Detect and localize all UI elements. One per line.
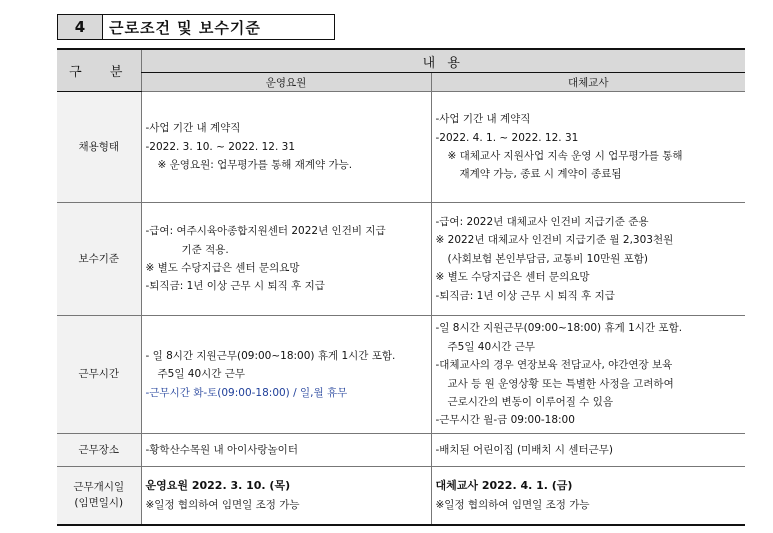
text-line: -황학산수목원 내 아이사랑놀이터 [145,443,298,456]
text-line: -사업 기간 내 계약직 [145,122,241,135]
start-substitute-cell [431,467,745,525]
place-staff-cell [141,434,431,467]
text-line: 근로시간의 변동이 이루어질 수 있음 [447,395,613,408]
text-line: ※ 운영요원: 업무평가를 통해 재계약 가능. [157,159,353,172]
place-substitute-cell [431,434,745,467]
employment-staff-cell [141,92,431,203]
text-line: ※ 대체교사 지원사업 지속 운영 시 업무평가를 통해 [447,150,683,162]
pay-staff-cell [141,203,431,316]
table-row [57,316,745,434]
section-title: 근로조건 및 보수기준 [103,14,335,40]
text-line: 대체교사 2022. 4. 1. (금) [435,479,573,493]
text-line: -배치된 어린이집 (미배치 시 센터근무) [435,443,613,456]
text-line: 운영요원 2022. 3. 10. (목) [145,479,291,493]
table-row [57,434,745,467]
pay-substitute-cell [431,203,745,316]
text-line: ※ 별도 수당지급은 센터 문의요망 [435,271,590,284]
start-staff-cell [141,467,431,525]
conditions-table [57,48,745,526]
text-line: (사회보험 본인부담금, 교통비 10만원 포함) [447,252,649,265]
text-line: -대체교사의 경우 연장보육 전담교사, 야간연장 보육 [435,359,673,372]
text-line: -근무시간 화-토(09:00-18:00) / 일,월 휴무 [145,386,348,399]
text-line: - 일 8시간 지원근무(09:00~18:00) 휴게 1시간 포함. [145,349,396,362]
text-line: -사업 기간 내 계약직 [435,113,531,126]
text-line: -급여: 2022년 대체교사 인건비 지급기준 준용 [435,216,649,229]
row-label-place: 근무장소 [57,434,141,467]
label-line: (임면일시) [74,497,124,510]
text-line: ※ 별도 수당지급은 센터 문의요망 [145,262,300,274]
row-label-pay: 보수기준 [57,203,141,316]
employment-substitute-cell [431,92,745,203]
text-line: 주5일 40시간 근무 [157,368,246,381]
text-line: -2022. 3. 10. ~ 2022. 12. 31 [145,140,296,153]
section-number: 4 [57,14,103,40]
hours-staff-cell [141,316,431,434]
text-line: 재계약 가능, 종료 시 계약이 종료됨 [459,168,622,181]
table-row [57,92,745,203]
text-line: -2022. 4. 1. ~ 2022. 12. 31 [435,131,579,144]
text-line: ※일정 협의하여 임면일 조정 가능 [145,498,300,511]
hours-substitute-cell [431,316,745,434]
text-line: 주5일 40시간 근무 [447,340,536,353]
row-label-employment: 채용형태 [57,92,141,203]
text-line: -일 8시간 지원근무(09:00~18:00) 휴게 1시간 포함. [435,322,683,335]
header-substitute: 대체교사 [431,73,745,92]
label-line: 근무개시일 [73,480,125,493]
text-line: ※ 2022년 대체교사 인건비 지급기준 월 2,303천원 [435,234,674,247]
table-row [57,203,745,316]
header-staff: 운영요원 [141,73,431,92]
text-line: 교사 등 원 운영상황 또는 특별한 사정을 고려하여 [447,377,674,390]
header-gubun: 구 분 [57,49,141,92]
text-line: -근무시간 월-금 09:00-18:00 [435,414,575,427]
text-line: ※일정 협의하여 임면일 조정 가능 [435,498,590,511]
text-line: -퇴직금: 1년 이상 근무 시 퇴직 후 지급 [435,289,615,302]
section-heading [57,14,335,40]
row-label-hours: 근무시간 [57,316,141,434]
text-line: -퇴직금: 1년 이상 근무 시 퇴직 후 지급 [145,280,325,293]
text-line: 기준 적용. [181,243,229,256]
text-line: -급여: 여주시육아종합지원센터 2022년 인건비 지급 [145,225,386,238]
row-label-start-date [57,467,141,525]
header-content: 내 용 [141,49,745,73]
table-row [57,467,745,525]
